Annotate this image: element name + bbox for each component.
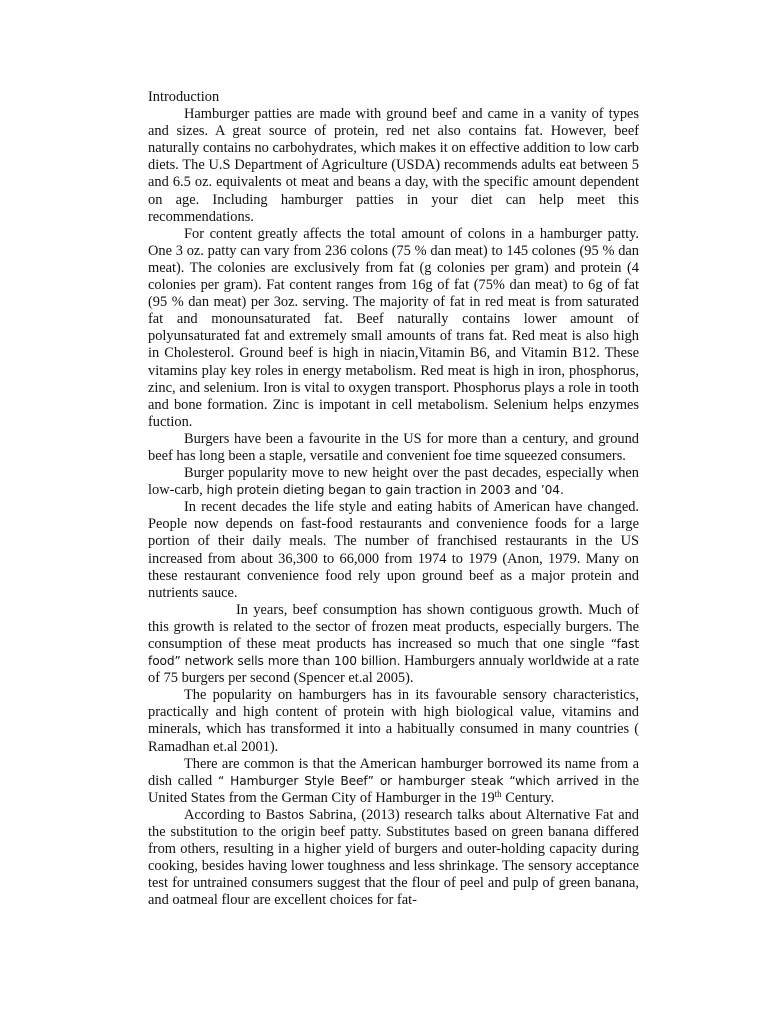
paragraph-text: In years, beef consumption has shown contiguous growth. Much of this growth is related to the sector of frozen meat products, especially burgers. The consumption of these meat products has increased so much that one single — [148, 601, 639, 652]
paragraph-beef-consumption — [148, 602, 639, 687]
paragraph-text-alt-font: “fast food” network sells more than 100 billion. — [148, 637, 639, 669]
document-page — [148, 89, 639, 910]
paragraph-eating-habits: In recent decades the life style and eating habits of American have changed. People now depends on fast-food restaurants and convenience foods for a large portion of their daily meals. The number of franchised restaurants in the US increased from about 36,300 to 66,000 from 1974 to 1979 (Anon, 1979. Many on these restaurant convenience food rely upon ground beef as a major protein and nutrients sauce. — [148, 499, 639, 601]
paragraph-text-end: in the United States from the German City of Hamburger in the 19 — [148, 772, 639, 806]
paragraph-text: There are common is that the American hamburger borrowed its name from a dish called — [148, 755, 639, 789]
paragraph-popularity-hamburgers: The popularity on hamburgers has in its favourable sensory characteristics, practically and high content of protein with high biological value, vitamins and minerals, which has transformed it into a habitually consumed in many countries ( Ramadhan et.al 2001). — [148, 687, 639, 755]
section-heading: Introduction — [148, 89, 220, 105]
paragraph-burger-popularity — [148, 465, 639, 499]
paragraph-text-alt-font: “ Hamburger Style Beef” or hamburger steak “which arrived — [217, 773, 599, 788]
paragraph-burger-favourite: Burgers have been a favourite in the US for more than a century, and ground beef has long been a staple, versatile and convenient foe time squeezed consumers. — [148, 430, 639, 464]
paragraph-text-end: Hamburgers annualy worldwide at a rate of 75 burgers per second (Spencer et.al 2005). — [148, 653, 639, 687]
paragraph-name-origin — [148, 756, 639, 807]
paragraph-text-alt-font: high protein dieting began to gain traction in 2003 and ’04. — [202, 483, 564, 498]
paragraph-text-tail: Century. — [501, 789, 555, 806]
paragraph-hamburger-patties: Hamburger patties are made with ground beef and came in a vanity of types and sizes. A great source of protein, red net also contains fat. However, beef naturally contains no carbohydrates, which makes it on effective addition to low carb diets. The U.S Department of Agriculture (USDA) recommends adults eat between 5 and 6.5 oz. equivalents ot meat and beans a day, with the specific amount dependent on age. Including hamburger patties in your diet can help meet this recommendations. — [148, 106, 639, 225]
superscript: th — [494, 788, 502, 799]
paragraph-bastos-research: According to Bastos Sabrina, (2013) research talks about Alternative Fat and the substitution to the origin beef patty. Substitutes based on green banana differed from others, resulting in a higher yield of burgers and outer-holding capacity during cooking, besides having lower toughness and less shrinkage. The sensory acceptance test for untrained consumers suggest that the flour of peel and pulp of green banana, and oatmeal flour are excellent choices for fat- — [148, 806, 639, 909]
paragraph-text: Burger popularity move to new height over the past decades, especially when low-carb, — [148, 465, 639, 499]
paragraph-fat-content: For content greatly affects the total amount of colons in a hamburger patty. One 3 oz. patty can vary from 236 colons (75 % dan meat) to 145 colones (95 % dan meat). The colonies are exclusively from fat (g colonies per gram) and protein (4 colonies per gram). Fat content ranges from 16g of fat (75% dan meat) to 6g of fat (95 % dan meat) per 3oz. serving. The majority of fat in red meat is from saturated fat and monounsaturated fat. Beef naturally contains lower amount of polyunsaturated fat and extremely small amounts of trans fat. Red meat is also high in Cholesterol. Ground beef is high in niacin,Vitamin B6, and Vitamin B12. These vitamins play key roles in energy metabolism. Red meat is high in iron, phosphorus, zinc, and selenium. Iron is vital to oxygen transport. Phosphorus plays a role in tooth and bone formation. Zinc is impotant in cell metabolism. Selenium helps enzymes fuction. — [148, 225, 639, 430]
